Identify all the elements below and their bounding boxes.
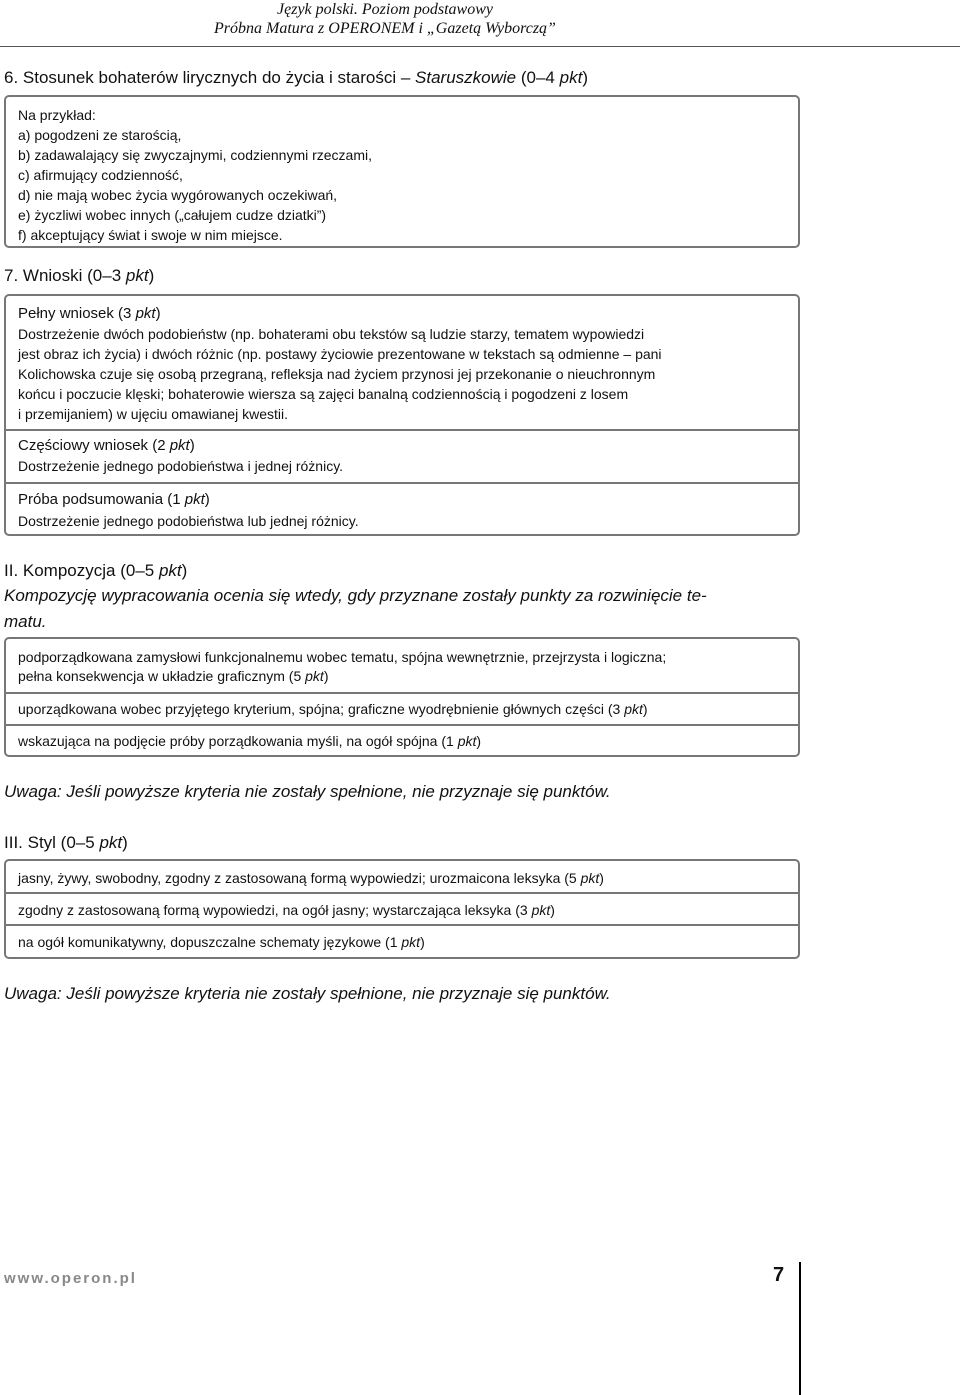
composition-row-5-cont: pełna konsekwencja w układzie graficznym (5 pkt) [18, 668, 329, 684]
q6-answer-box [4, 95, 800, 248]
composition-row-5: podporządkowana zamysłowi funkcjonalnemu wobec tematu, spójna wewnętrznie, przejrzysta i logiczna; [18, 649, 667, 665]
q6-line: f) akceptujący świat i swoje w nim miejsce. [18, 227, 283, 243]
composition-row-1-text: wskazująca na podjęcie próby porządkowania myśli, na ogół spójna (1 pkt) [18, 733, 482, 749]
q6-line: c) afirmujący codzienność, [18, 167, 183, 183]
summary-attempt-row [6, 482, 798, 529]
full-conclusion-text: jest obraz ich życia) i dwóch różnic (np. postawy życiowie prezentowane w tekstach są odmienne – pani [18, 346, 662, 362]
style-row-3-text: zgodny z zastosowaną formą wypowiedzi, na ogół jasny; wystarczająca leksyka (3 pkt) [18, 902, 555, 918]
summary-attempt-label: Próba podsumowania (1 pkt) [18, 491, 210, 508]
full-conclusion-text: i przemijaniem) w ujęciu omawianej kwestii. [18, 406, 288, 422]
section-2-intro: matu. [4, 612, 47, 631]
style-row-1 [6, 924, 798, 950]
full-conclusion-text: Dostrzeżenie dwóch podobieństw (np. bohaterami obu tekstów są ludzie starzy, tematem wypowiedzi [18, 326, 645, 342]
q6-line: b) zadawalający się zwyczajnymi, codziennymi rzeczami, [18, 147, 373, 163]
style-criteria-box [4, 859, 800, 959]
composition-row-1 [6, 724, 798, 749]
partial-conclusion-row [6, 429, 798, 474]
section-2-note: Uwaga: Jeśli powyższe kryteria nie zostały spełnione, nie przyznaje się punktów. [4, 782, 611, 801]
q7-criteria-box [4, 294, 800, 536]
section-3-heading: III. Styl (0–5 pkt) [4, 833, 128, 852]
style-row-5: jasny, żywy, swobodny, zgodny z zastosowaną formą wypowiedzi; urozmaicona leksyka (5 pkt) [18, 870, 604, 886]
composition-row-3-text: uporządkowana wobec przyjętego kryterium, spójna; graficzne wyodrębnienie głównych części (3 pkt) [18, 701, 648, 717]
q6-line: d) nie mają wobec życia wygórowanych oczekiwań, [18, 187, 338, 203]
full-conclusion-label: Pełny wniosek (3 pkt) [18, 305, 161, 322]
partial-conclusion-text: Dostrzeżenie jednego podobieństwa i jednej różnicy. [18, 458, 344, 474]
q6-line: a) pogodzeni ze starością, [18, 127, 182, 143]
summary-attempt-text: Dostrzeżenie jednego podobieństwa lub jednej różnicy. [18, 513, 359, 529]
footer-website: www.operon.pl [4, 1270, 137, 1287]
footer-divider [799, 1262, 801, 1395]
partial-conclusion-label: Częściowy wniosek (2 pkt) [18, 437, 195, 454]
full-conclusion-text: Kolichowska czuje się osobą przegraną, refleksja nad życiem przynosi jej przekonanie o nieuchronnym [18, 366, 656, 382]
section-3-note: Uwaga: Jeśli powyższe kryteria nie zostały spełnione, nie przyznaje się punktów. [4, 984, 611, 1003]
page-number: 7 [773, 1264, 785, 1286]
q7-heading: 7. Wnioski (0–3 pkt) [4, 266, 155, 285]
composition-criteria-box [4, 637, 800, 757]
section-2-heading: II. Kompozycja (0–5 pkt) [4, 561, 188, 580]
full-conclusion-text: końcu i poczucie klęski; bohaterowie wiersza są zajęci banalną codziennością i pogodzeni z losem [18, 386, 629, 402]
q6-line: Na przykład: [18, 107, 96, 123]
style-row-3 [6, 892, 798, 918]
q6-heading: 6. Stosunek bohaterów lirycznych do życia i starości – Staruszkowie (0–4 pkt) [4, 68, 588, 87]
q6-line: e) życzliwi wobec innych („całujem cudze dziatki”) [18, 207, 327, 223]
style-row-1-text: na ogół komunikatywny, dopuszczalne schematy językowe (1 pkt) [18, 934, 425, 950]
header-subject: Język polski. Poziom podstawowy [277, 1, 493, 18]
composition-row-3 [6, 692, 798, 717]
section-2-intro: Kompozycję wypracowania ocenia się wtedy, gdy przyznane zostały punkty za rozwinięcie te- [4, 586, 707, 605]
page-header [0, 0, 960, 47]
header-exam: Próbna Matura z OPERONEM i „Gazetą Wyborczą” [214, 20, 556, 37]
